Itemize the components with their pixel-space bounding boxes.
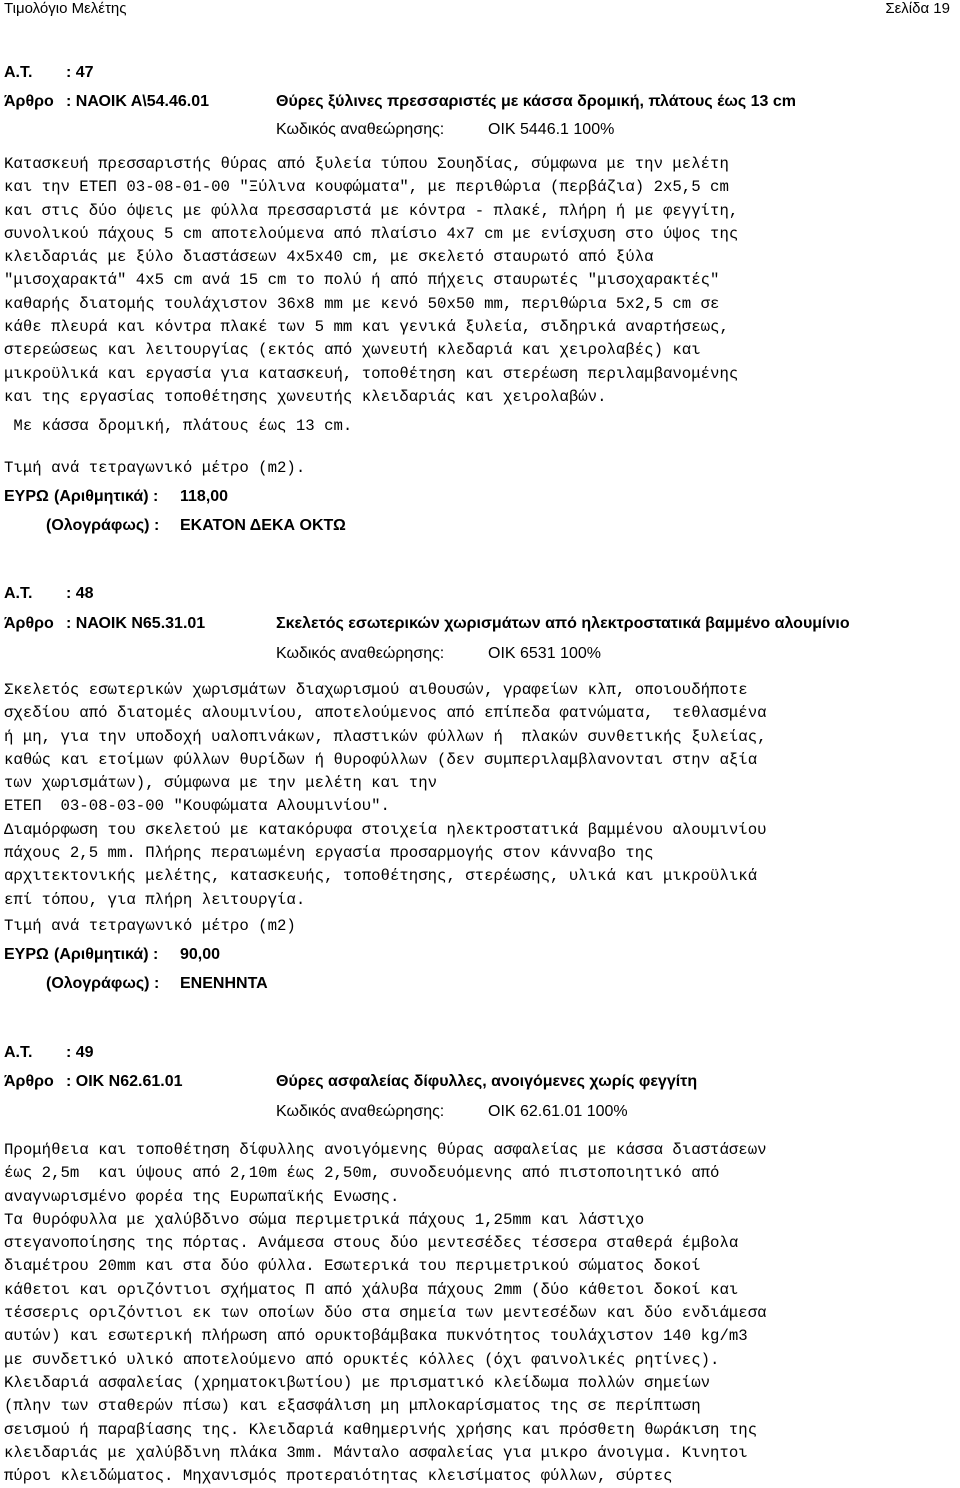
article-title: Θύρες ξύλινες πρεσσαριστές με κάσσα δρομική, πλάτους έως 13 cm xyxy=(276,93,796,110)
numeric-label: (Αριθμητικά) : xyxy=(54,946,159,963)
description-line: κάθε πλευρά και κόντρα πλακέ των 5 mm και γενικά ξυλεία, σιδηρικά αναρτήσεως, xyxy=(4,318,729,337)
document-title: Τιμολόγιο Μελέτης xyxy=(4,0,127,17)
description-line: αναγνωρισμένο φορέα της Ευρωπαϊκής Ενωσης. xyxy=(4,1187,400,1206)
description-line: διαμέτρου 20mm και στα δύο φύλλα. Εσωτερικά του περιμετρικού σώματος δοκοί xyxy=(4,1257,701,1276)
description-line: κλειδαριάς με χαλύβδινη πλάκα 3mm. Μάνταλο ασφαλείας για μικρο άνοιγμα. Κινητοι xyxy=(4,1443,748,1462)
numeric-price: 118,00 xyxy=(180,488,229,505)
arthro-label: Άρθρο xyxy=(4,615,54,632)
description-line: στερεώσεως και λειτουργίας (εκτός από χωνευτή κλεδαριά και χειρολαβές) και xyxy=(4,341,701,360)
words-price: ΕΝΕΝΗΝΤΑ xyxy=(180,975,268,992)
description-line: πύροι κλειδώματος. Μηχανισμός προτεραιότητας κλεισίματος φύλλων, σύρτες xyxy=(4,1467,673,1486)
description-line: σεισμού ή παραβίασης της. Κλειδαριά καθημερινής χρήσης και πρόσθετη θωράκιση της xyxy=(4,1420,758,1439)
at-value: : 47 xyxy=(66,64,94,81)
description-line: καθώς και ετοίμων φύλλων θυρίδων ή θυροφύλλων (δεν συμπεριλαμβλανονται στην αξία xyxy=(4,750,758,769)
numeric-label: (Αριθμητικά) : xyxy=(54,488,159,505)
page-header xyxy=(4,0,950,20)
euro-label: ΕΥΡΩ xyxy=(4,946,49,963)
arthro-value: : ΝΑΟΙΚ Ν65.31.01 xyxy=(66,615,206,632)
at-label: Α.Τ. xyxy=(4,64,33,81)
article-description xyxy=(4,1139,956,1488)
description-line: (πλην των σταθερών πίσω) και εξασφάλιση μη μπλοκαρίσματος της σε περίπτωση xyxy=(4,1397,701,1416)
description-line: Κλειδαριά ασφαλείας (χρηματοκιβωτίου) με πρισματικό κλείδωμα πολλών σημείων xyxy=(4,1373,711,1392)
article-description xyxy=(4,153,956,409)
description-line: Προμήθεια και τοποθέτηση δίφυλλης ανοιγόμενης θύρας ασφαλείας με κάσσα διαστάσεων xyxy=(4,1141,767,1159)
description-line: "μισοχαρακτά" 4x5 cm ανά 15 cm το πολύ ή από πήχεις σταυρωτές "μισοχαρακτές" xyxy=(4,271,720,290)
description-line: κλειδαριάς με ξύλο διαστάσεων 4x5x40 cm, με σκελετό σταυρωτό από ξύλα xyxy=(4,248,654,267)
article-title: Θύρες ασφαλείας δίφυλλες, ανοιγόμενες χωρίς φεγγίτη xyxy=(276,1073,698,1090)
revision-code-label: Κωδικός αναθεώρησης: xyxy=(276,1103,445,1120)
article-title: Σκελετός εσωτερικών χωρισμάτων από ηλεκτροστατικά βαμμένο αλουμίνιο xyxy=(276,615,850,632)
at-value: : 49 xyxy=(66,1044,94,1061)
description-line: συνολικού πάχους 5 cm αποτελούμενα από πλαίσιο 4x7 cm με ενίσχυση στο ύψος της xyxy=(4,224,739,243)
description-line: και την ΕΤΕΠ 03-08-01-00 "Ξύλινα κουφώματα", με περιθώρια (περβάζια) 2x5,5 cm xyxy=(4,178,729,197)
page-number: Σελίδα 19 xyxy=(885,0,950,17)
unit-price-text: Τιμή ανά τετραγωνικό μέτρο (m2) xyxy=(4,917,296,935)
description-line: ΕΤΕΠ 03-08-03-00 "Κουφώματα Αλουμινίου". xyxy=(4,797,390,816)
description-line: Τα θυρόφυλλα με χαλύβδινο σώμα περιμετρικά πάχους 1,25mm και λάστιχο xyxy=(4,1210,645,1229)
at-value: : 48 xyxy=(66,585,94,602)
arthro-label: Άρθρο xyxy=(4,93,54,110)
euro-label: ΕΥΡΩ xyxy=(4,488,49,505)
at-label: Α.Τ. xyxy=(4,1044,33,1061)
description-line: τέσσερις οριζόντιοι εκ των οποίων δύο στα σημεία των μεντεσέδων και δύο ενδιάμεσα xyxy=(4,1304,767,1323)
description-line: στεγανοποίησης της πόρτας. Ανάμεσα στους δύο μεντεσέδες τέσσερα σταθερά έμβολα xyxy=(4,1234,739,1253)
description-line: Κατασκευή πρεσσαριστής θύρας από ξυλεία τύπου Σουηδίας, σύμφωνα με την μελέτη xyxy=(4,155,729,173)
arthro-label: Άρθρο xyxy=(4,1073,54,1090)
description-line: επί τόπου, για πλήρη λειτουργία. xyxy=(4,890,306,909)
description-line: σχεδίου από διατομές αλουμινίου, αποτελούμενος από επίπεδα φατνώματα, τεθλασμένα xyxy=(4,704,767,723)
description-line: αυτών) και εσωτερική πλήρωση από ορυκτοβάμβακα πυκνότητος τουλάχιστον 140 kg/m3 xyxy=(4,1327,748,1346)
description-line: καθαρής διατομής τουλάχιστον 36x8 mm με κενό 50x50 mm, περιθώρια 5x2,5 cm σε xyxy=(4,294,720,313)
description-line: και στις δύο όψεις με φύλλα πρεσσαριστά με κόντρα - πλακέ, πλήρη ή με φεγγίτη, xyxy=(4,201,739,220)
arthro-value: : ΝΑΟΙΚ Α\54.46.01 xyxy=(66,93,210,110)
words-label: (Ολογράφως) : xyxy=(46,975,160,992)
description-line: και της εργασίας τοποθέτησης χωνευτής κλειδαριάς και χειρολαβών. xyxy=(4,387,607,406)
description-line: των χωρισμάτων), σύμφωνα με την μελέτη και την xyxy=(4,774,438,793)
revision-code-label: Κωδικός αναθεώρησης: xyxy=(276,645,445,662)
description-line: έως 2,5m και ύψους από 2,10m έως 2,50m, συνοδευόμενης από πιστοποιητικό από xyxy=(4,1164,720,1183)
description-line: πάχους 2,5 mm. Πλήρης περαιωμένη εργασία προσαρμογής στον κάνναβο της xyxy=(4,844,654,863)
unit-price-text: Τιμή ανά τετραγωνικό μέτρο (m2). xyxy=(4,459,306,477)
article-description xyxy=(4,679,956,912)
revision-code-value: ΟΙΚ 5446.1 100% xyxy=(488,121,615,138)
words-price: ΕΚΑΤΟΝ ΔΕΚΑ ΟΚΤΩ xyxy=(180,517,346,534)
arthro-value: : ΟΙΚ Ν62.61.01 xyxy=(66,1073,183,1090)
description-line: Σκελετός εσωτερικών χωρισμάτων διαχωρισμού αιθουσών, γραφείων κλπ, οποιουδήποτε xyxy=(4,681,748,699)
at-label: Α.Τ. xyxy=(4,585,33,602)
revision-code-label: Κωδικός αναθεώρησης: xyxy=(276,121,445,138)
words-label: (Ολογράφως) : xyxy=(46,517,160,534)
numeric-price: 90,00 xyxy=(180,946,221,963)
revision-code-value: ΟΙΚ 6531 100% xyxy=(488,645,601,662)
description-line: Διαμόρφωση του σκελετού με κατακόρυφα στοιχεία ηλεκτροστατικά βαμμένου αλουμινίου xyxy=(4,820,767,839)
description-line: κάθετοι και οριζόντιοι σχήματος Π από χάλυβα πάχους 2mm (δύο κάθετοι δοκοί και xyxy=(4,1280,739,1299)
description-line: μικροϋλικά και εργασία για κατασκευή, τοποθέτηση και στερέωση περιλαμβανομένης xyxy=(4,364,739,383)
revision-code-value: ΟΙΚ 62.61.01 100% xyxy=(488,1103,628,1120)
description-line: αρχιτεκτονικής μελέτης, κατασκευής, τοποθέτησης, στερέωσης, υλικά και μικροϋλικά xyxy=(4,867,758,886)
description-line: ή μη, για την υποδοχή υαλοπινάκων, πλαστικών φύλλων ή πλακών συνθετικής ξυλείας, xyxy=(4,727,767,746)
article-subtitle: Με κάσσα δρομική, πλάτους έως 13 cm. xyxy=(4,417,353,435)
description-line: με συνδετικό υλικό αποτελούμενο από ορυκτές κόλλες (όχι φαινολικές ρητίνες). xyxy=(4,1350,720,1369)
